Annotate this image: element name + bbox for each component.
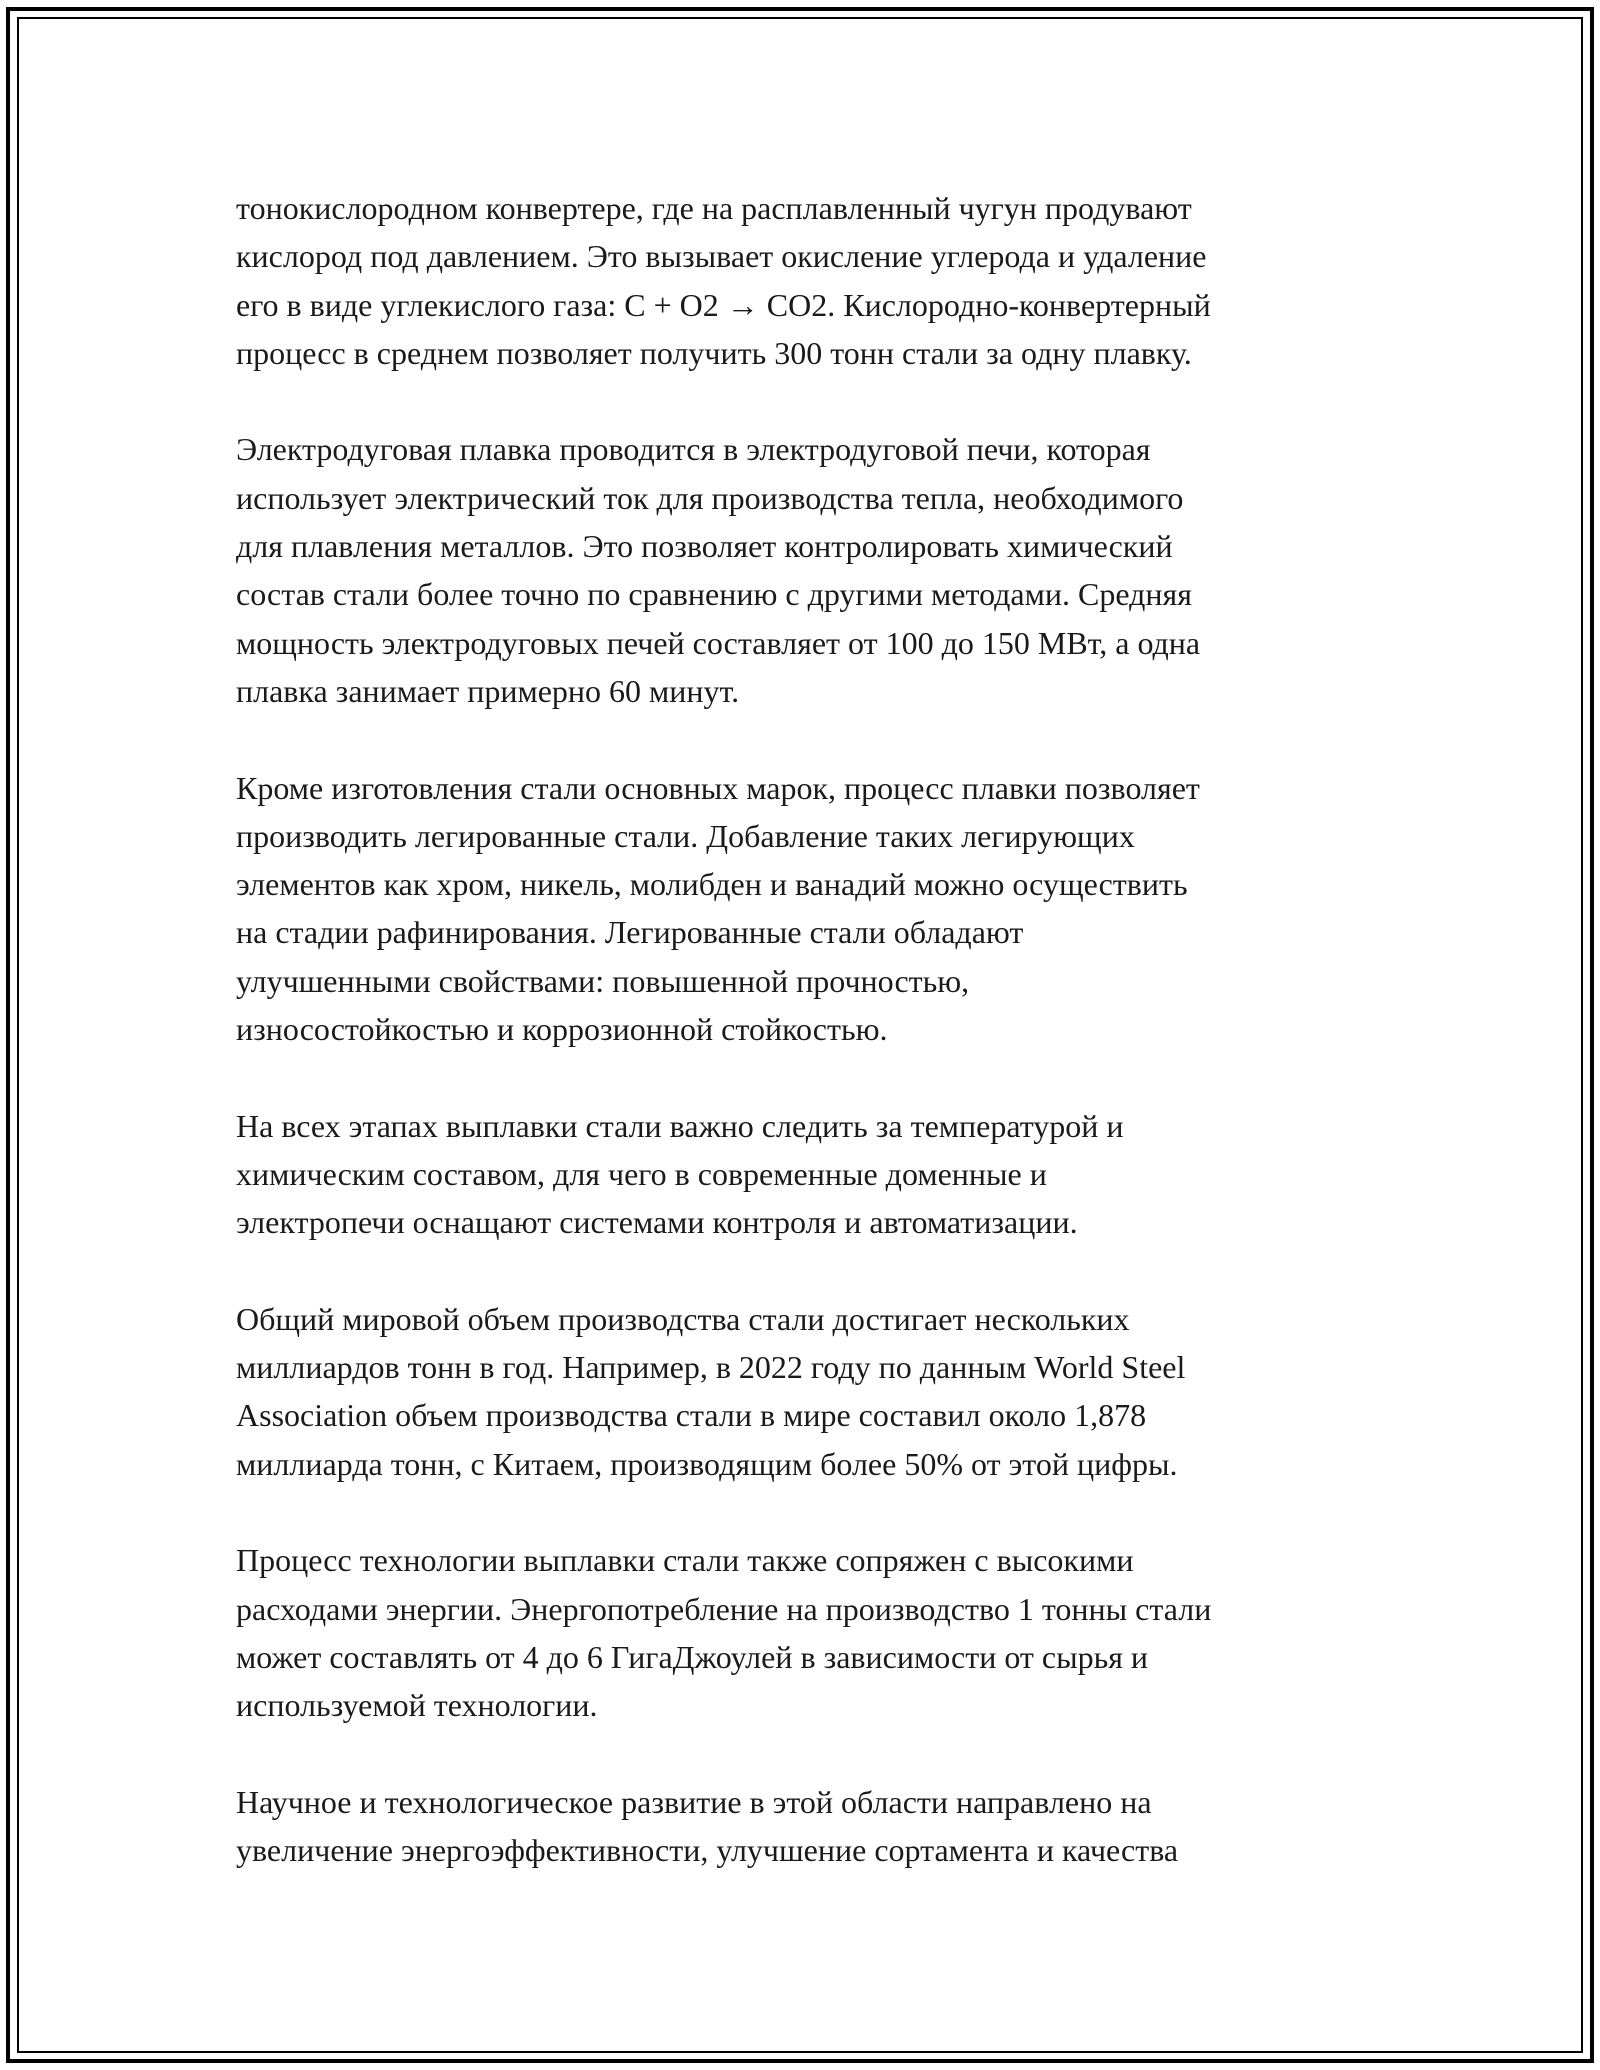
text-line: Электродуговая плавка проводится в электродуговой печи, которая xyxy=(236,431,1151,468)
paragraph-6 xyxy=(236,1536,1376,1729)
text-line: миллиарда тонн, с Китаем, производящим более 50% от этой цифры. xyxy=(236,1445,1178,1482)
document-body xyxy=(236,184,1376,1923)
text-line: тонокислородном конвертере, где на расплавленный чугун продувают xyxy=(236,190,1192,226)
text-line: может составлять от 4 до 6 ГигаДжоулей в зависимости от сырья и xyxy=(236,1638,1149,1675)
text-line: его в виде углекислого газа: C + O2 → CO2. Кислородно-конвертерный xyxy=(236,286,1211,323)
text-line: кислород под давлением. Это вызывает окисление углерода и удаление xyxy=(236,238,1207,275)
text-line: химическим составом, для чего в современные доменные и xyxy=(236,1155,1047,1192)
text-line: Общий мировой объем производства стали достигает нескольких xyxy=(236,1300,1130,1337)
paragraph-5 xyxy=(236,1295,1376,1488)
text-line: производить легированные стали. Добавление таких легирующих xyxy=(236,817,1135,854)
text-line: электропечи оснащают системами контроля и автоматизации. xyxy=(236,1204,1078,1241)
text-line: состав стали более точно по сравнению с другими методами. Средняя xyxy=(236,576,1192,613)
text-line: мощность электродуговых печей составляет от 100 до 150 МВт, а одна xyxy=(236,624,1201,661)
paragraph-1 xyxy=(236,184,1376,377)
text-line: процесс в среднем позволяет получить 300 тонн стали за одну плавку. xyxy=(236,334,1192,371)
text-line: Научное и технологическое развитие в этой области направлено на xyxy=(236,1783,1152,1820)
paragraph-7 xyxy=(236,1778,1376,1875)
text-line: расходами энергии. Энергопотребление на производство 1 тонны стали xyxy=(236,1590,1212,1627)
paragraph-3 xyxy=(236,764,1376,1054)
text-line: используемой технологии. xyxy=(236,1687,598,1724)
text-line: на стадии рафинирования. Легированные стали обладают xyxy=(236,914,1024,951)
text-line: Association объем производства стали в мире составил около 1,878 xyxy=(236,1397,1147,1434)
text-line: плавка занимает примерно 60 минут. xyxy=(236,672,740,709)
text-line: Процесс технологии выплавки стали также сопряжен с высокими xyxy=(236,1542,1134,1579)
text-line: элементов как хром, никель, молибден и ванадий можно осуществить xyxy=(236,866,1188,903)
text-line: износостойкостью и коррозионной стойкостью. xyxy=(236,1011,888,1048)
text-line: для плавления металлов. Это позволяет контролировать химический xyxy=(236,528,1173,565)
paragraph-4 xyxy=(236,1102,1376,1247)
text-line: На всех этапах выплавки стали важно следить за температурой и xyxy=(236,1107,1124,1144)
paragraph-2 xyxy=(236,425,1376,715)
text-line: миллиардов тонн в год. Например, в 2022 году по данным World Steel xyxy=(236,1349,1186,1386)
text-line: Кроме изготовления стали основных марок, процесс плавки позволяет xyxy=(236,769,1200,806)
text-line: улучшенными свойствами: повышенной прочностью, xyxy=(236,962,970,999)
text-line: использует электрический ток для производства тепла, необходимого xyxy=(236,479,1184,516)
text-line: увеличение энергоэффективности, улучшение сортамента и качества xyxy=(236,1832,1179,1869)
